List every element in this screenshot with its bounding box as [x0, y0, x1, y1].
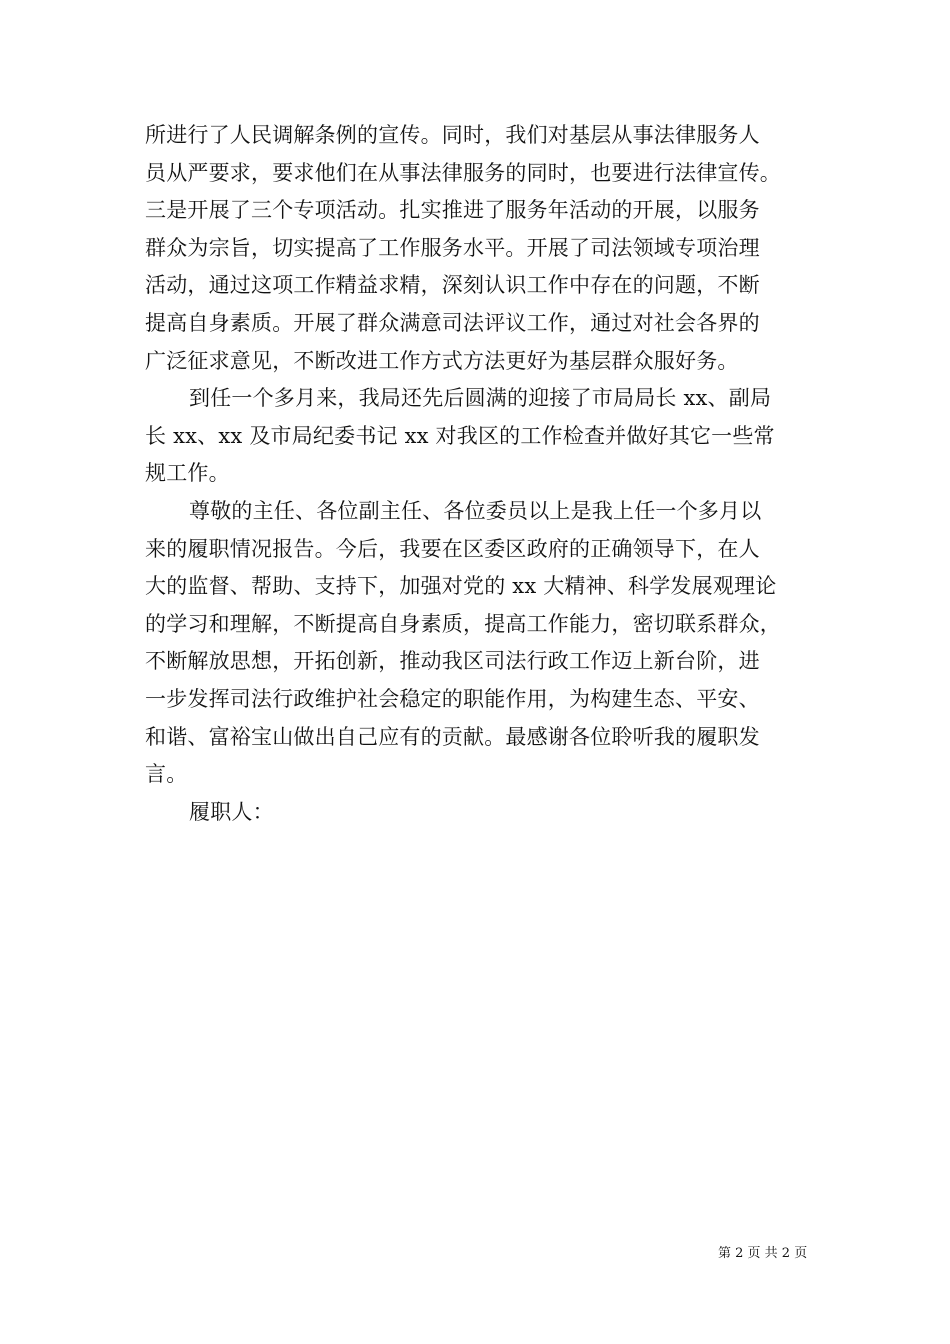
text-line: 一步发挥司法行政维护社会稳定的职能作用，为构建生态、平安、	[145, 686, 760, 711]
text-line: 广泛征求意见，不断改进工作方式方法更好为基层群众服好务。	[145, 348, 739, 373]
text-line: 活动，通过这项工作精益求精，深刻认识工作中存在的问题，不断	[145, 273, 760, 298]
text-line: 员从严要求，要求他们在从事法律服务的同时，也要进行法律宣传。	[145, 160, 781, 185]
text-line: 来的履职情况报告。今后，我要在区委区政府的正确领导下，在人	[145, 536, 760, 561]
text-line: 所进行了人民调解条例的宣传。同时，我们对基层从事法律服务人	[145, 123, 760, 147]
paragraph-first-line: 到任一个多月来，我局还先后圆满的迎接了市局局长 xx、副局	[189, 386, 772, 411]
text-line: 不断解放思想，开拓创新，推动我区司法行政工作迈上新台阶，进	[145, 649, 760, 674]
text-line: 长 xx、xx 及市局纪委书记 xx 对我区的工作检查并做好其它一些常	[145, 423, 775, 448]
document-body	[145, 117, 825, 831]
text-line: 群众为宗旨，切实提高了工作服务水平。开展了司法领域专项治理	[145, 235, 760, 260]
text-line: 规工作。	[145, 461, 230, 486]
paragraph-first-line: 尊敬的主任、各位副主任、各位委员以上是我上任一个多月以	[189, 498, 762, 523]
signature-label: 履职人：	[189, 799, 274, 824]
text-line: 三是开展了三个专项活动。扎实推进了服务年活动的开展，以服务	[145, 198, 760, 223]
page-number: 第 2 页 共 2 页	[718, 1246, 808, 1261]
text-line: 的学习和理解，不断提高自身素质，提高工作能力，密切联系群众，	[145, 611, 781, 636]
text-line: 提高自身素质。开展了群众满意司法评议工作，通过对社会各界的	[145, 310, 760, 335]
text-line: 言。	[145, 762, 188, 787]
text-line: 大的监督、帮助、支持下，加强对党的 xx 大精神、科学发展观理论	[145, 574, 777, 599]
text-line: 和谐、富裕宝山做出自己应有的贡献。最感谢各位聆听我的履职发	[145, 724, 760, 749]
